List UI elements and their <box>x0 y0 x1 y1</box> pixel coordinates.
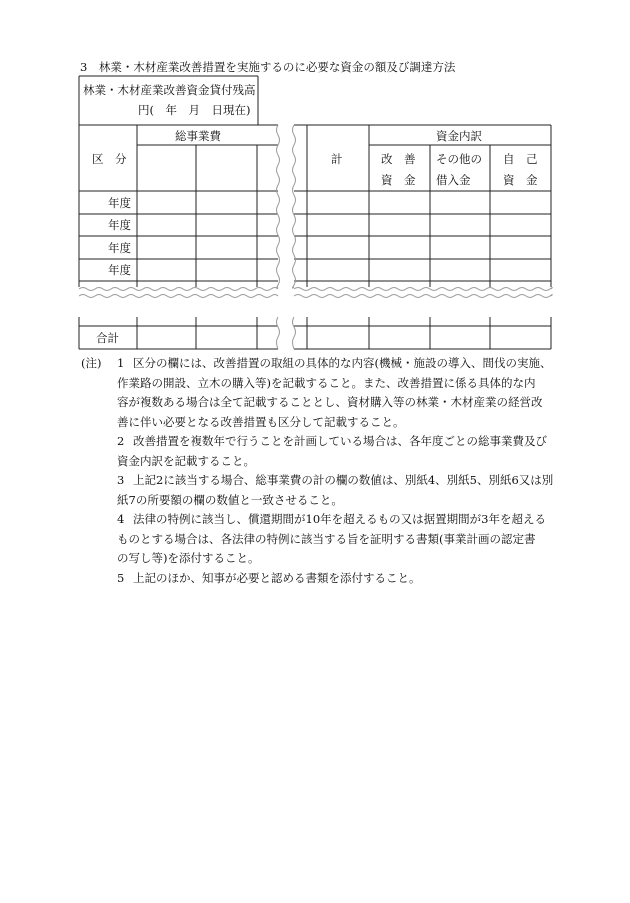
header-funding: 資金内訳 <box>436 129 482 143</box>
note-line: 作業路の開設、立木の購入等)を記載すること。また、改善措置に係る具体的な内 <box>117 375 536 390</box>
note-number: 5 <box>117 570 125 585</box>
note-line: 区分の欄には、改善措置の取組の具体的な内容(機械・施設の導入、間伐の実施、 <box>133 356 552 370</box>
balance-label: 林業・木材産業改善資金貸付残高 <box>83 83 256 97</box>
row-label: 年度 <box>108 196 131 210</box>
header-self-line1: 自 己 <box>503 152 538 166</box>
note-number: 2 <box>117 434 125 448</box>
header-other-line2: 借入金 <box>436 173 471 187</box>
row-label: 年度 <box>108 263 131 277</box>
balance-date-label: 円( 年 月 日現在) <box>138 103 251 117</box>
header-self-line2: 資 金 <box>503 173 538 187</box>
note-line: 法律の特例に該当し、償還期間が10年を超えるもの又は据置期間が3年を超える <box>133 512 546 526</box>
section-title: 3 林業・木材産業改善措置を実施するのに必要な資金の額及び調達方法 <box>80 60 456 74</box>
note-line: の写し等)を添付すること。 <box>117 551 260 565</box>
note-line: 容が複数ある場合は全て記載することとし、資材購入等の林業・木材産業の経営改 <box>117 395 543 409</box>
note-line: 善に伴い必要となる改善措置も区分して記載すること。 <box>117 414 405 429</box>
notes-label: (注) <box>81 356 102 370</box>
note-line: 紙7の所要額の欄の数値と一致させること。 <box>117 492 343 507</box>
note-number: 4 <box>117 512 125 526</box>
note-line: 改善措置を複数年で行うことを計画している場合は、各年度ごとの総事業費及び <box>133 434 547 448</box>
header-other-line1: その他の <box>436 152 482 166</box>
header-sum: 計 <box>331 152 343 166</box>
row-label: 年度 <box>108 241 131 255</box>
note-line: 資金内訳を記載すること。 <box>117 453 255 468</box>
header-category: 区 分 <box>92 152 127 166</box>
header-kaizen-line2: 資 金 <box>381 173 416 187</box>
note-number: 1 <box>117 356 125 370</box>
row-label: 年度 <box>108 218 131 232</box>
note-line: 上記のほか、知事が必要と認める書類を添付すること。 <box>133 570 421 585</box>
header-kaizen-line1: 改 善 <box>381 152 416 166</box>
note-line: ものとする場合は、各法律の特例に該当する旨を証明する書類(事業計画の認定書 <box>117 531 536 546</box>
note-line: 上記2に該当する場合、総事業費の計の欄の数値は、別紙4、別紙5、別紙6又は別 <box>133 473 554 487</box>
total-label: 合計 <box>96 331 119 345</box>
note-number: 3 <box>117 473 125 487</box>
header-total-cost: 総事業費 <box>175 129 221 143</box>
